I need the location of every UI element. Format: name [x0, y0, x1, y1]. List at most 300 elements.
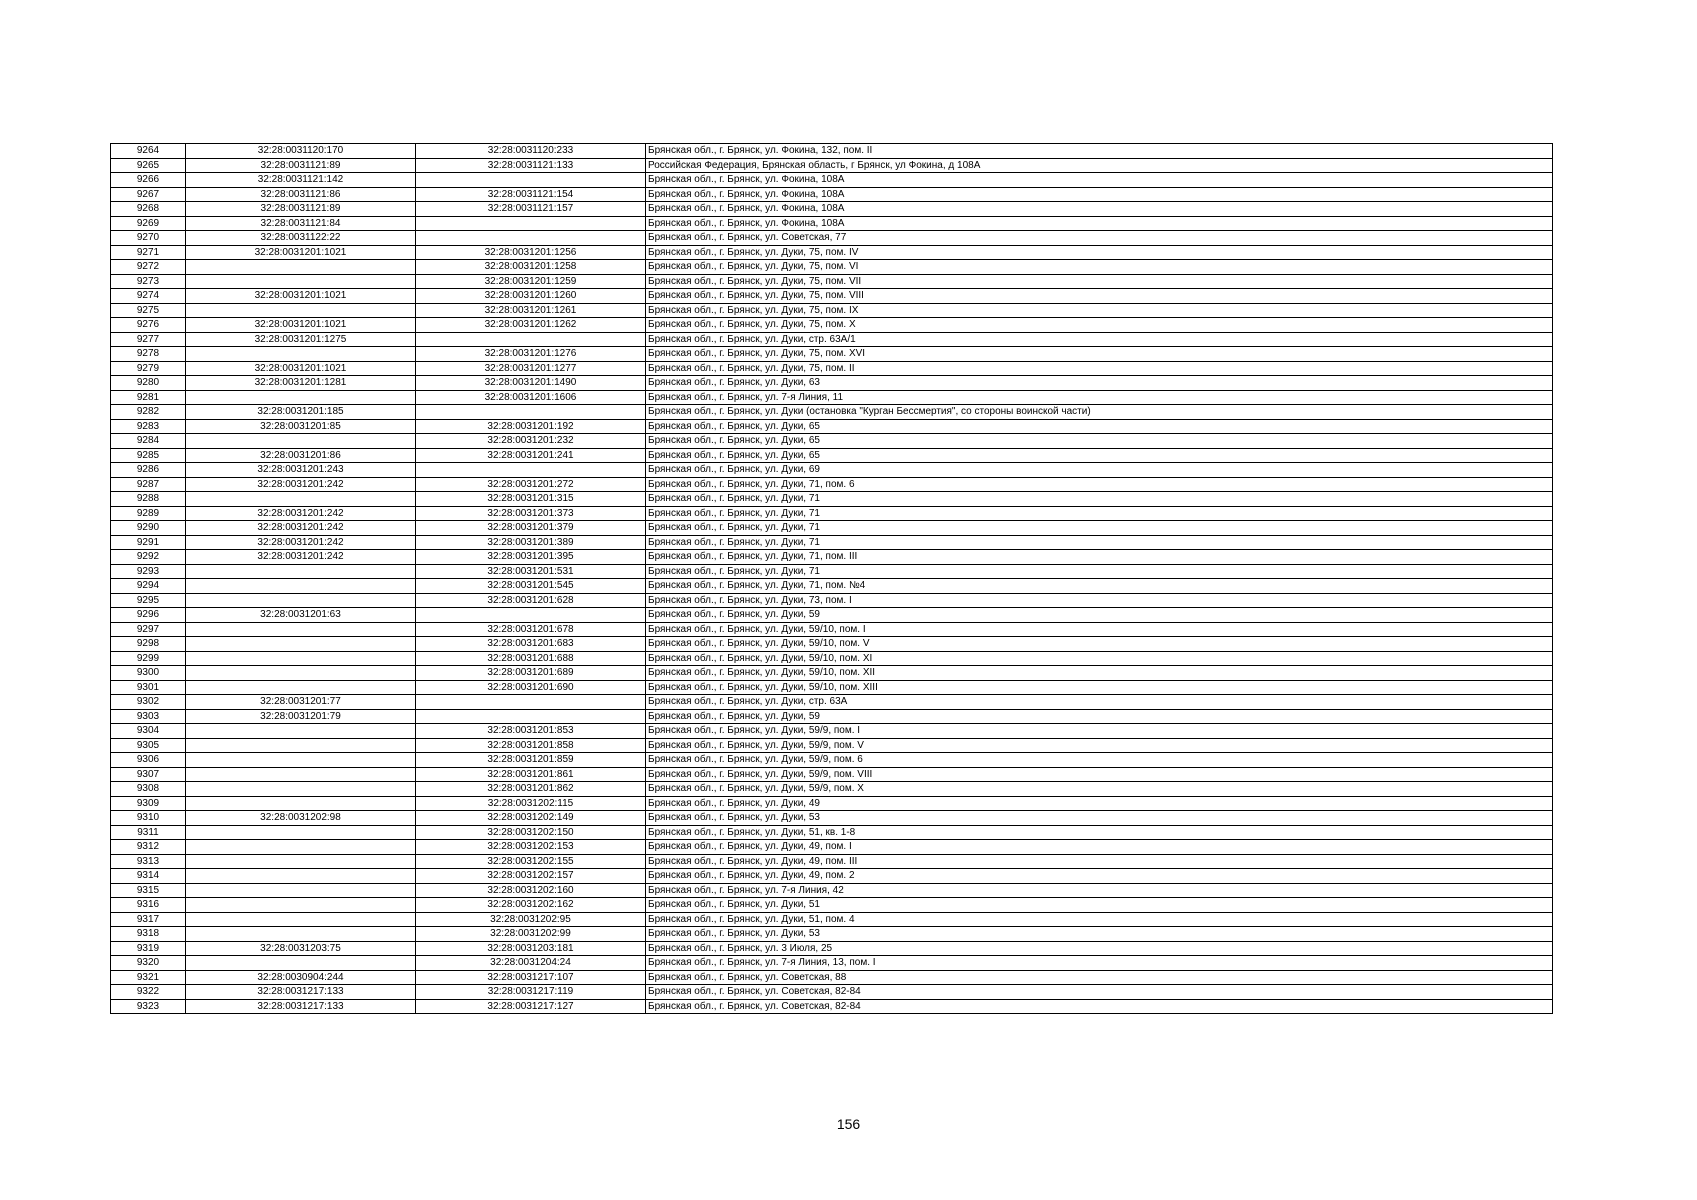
row-number-cell: 9323 [111, 999, 186, 1014]
parent-cadastral-number-cell: 32:28:0031203:75 [186, 941, 416, 956]
address-cell: Брянская обл., г. Брянск, ул. Дуки, 59 [646, 608, 1553, 623]
object-cadastral-number-cell: 32:28:0031201:689 [416, 666, 646, 681]
parent-cadastral-number-cell: 32:28:0031217:133 [186, 999, 416, 1014]
table-row [111, 912, 1553, 927]
row-number-cell: 9286 [111, 463, 186, 478]
address-cell: Брянская обл., г. Брянск, ул. Дуки, 59/10, пом. XIII [646, 680, 1553, 695]
cadastral-table [110, 143, 1553, 1014]
row-number-cell: 9297 [111, 622, 186, 637]
object-cadastral-number-cell: 32:28:0031201:1256 [416, 245, 646, 260]
address-cell: Брянская обл., г. Брянск, ул. Дуки, 75, пом. VIII [646, 289, 1553, 304]
table-row [111, 390, 1553, 405]
parent-cadastral-number-cell [186, 912, 416, 927]
parent-cadastral-number-cell: 32:28:0031201:243 [186, 463, 416, 478]
table-row [111, 767, 1553, 782]
table-row [111, 477, 1553, 492]
row-number-cell: 9271 [111, 245, 186, 260]
table-row [111, 274, 1553, 289]
object-cadastral-number-cell: 32:28:0031217:107 [416, 970, 646, 985]
table-row [111, 463, 1553, 478]
table-row [111, 564, 1553, 579]
parent-cadastral-number-cell: 32:28:0031121:142 [186, 173, 416, 188]
parent-cadastral-number-cell: 32:28:0031201:242 [186, 550, 416, 565]
table-row [111, 332, 1553, 347]
row-number-cell: 9277 [111, 332, 186, 347]
parent-cadastral-number-cell: 32:28:0031202:98 [186, 811, 416, 826]
row-number-cell: 9281 [111, 390, 186, 405]
row-number-cell: 9307 [111, 767, 186, 782]
row-number-cell: 9295 [111, 593, 186, 608]
row-number-cell: 9270 [111, 231, 186, 246]
parent-cadastral-number-cell: 32:28:0031201:185 [186, 405, 416, 420]
table-row [111, 637, 1553, 652]
address-cell: Брянская обл., г. Брянск, ул. Фокина, 108А [646, 202, 1553, 217]
parent-cadastral-number-cell [186, 680, 416, 695]
table-row [111, 941, 1553, 956]
parent-cadastral-number-cell [186, 390, 416, 405]
parent-cadastral-number-cell [186, 347, 416, 362]
address-cell: Брянская обл., г. Брянск, ул. Дуки, 75, пом. VII [646, 274, 1553, 289]
address-cell: Брянская обл., г. Брянск, ул. Дуки, 63 [646, 376, 1553, 391]
object-cadastral-number-cell: 32:28:0031201:678 [416, 622, 646, 637]
row-number-cell: 9273 [111, 274, 186, 289]
row-number-cell: 9310 [111, 811, 186, 826]
address-cell: Брянская обл., г. Брянск, ул. Дуки, 71, пом. 6 [646, 477, 1553, 492]
row-number-cell: 9264 [111, 144, 186, 159]
table-row [111, 985, 1553, 1000]
object-cadastral-number-cell: 32:28:0031120:233 [416, 144, 646, 159]
parent-cadastral-number-cell [186, 796, 416, 811]
table-row [111, 593, 1553, 608]
object-cadastral-number-cell: 32:28:0031201:315 [416, 492, 646, 507]
parent-cadastral-number-cell: 32:28:0031201:86 [186, 448, 416, 463]
address-cell: Брянская обл., г. Брянск, ул. Дуки, 59/9, пом. 6 [646, 753, 1553, 768]
row-number-cell: 9289 [111, 506, 186, 521]
row-number-cell: 9321 [111, 970, 186, 985]
address-cell: Брянская обл., г. Брянск, ул. 7-я Линия, 13, пом. I [646, 956, 1553, 971]
table-row [111, 782, 1553, 797]
address-cell: Брянская обл., г. Брянск, ул. Дуки, 59/10, пом. XI [646, 651, 1553, 666]
table-row [111, 434, 1553, 449]
address-cell: Брянская обл., г. Брянск, ул. Дуки, 71, пом. III [646, 550, 1553, 565]
parent-cadastral-number-cell: 32:28:0031201:63 [186, 608, 416, 623]
row-number-cell: 9293 [111, 564, 186, 579]
table-row [111, 970, 1553, 985]
row-number-cell: 9275 [111, 303, 186, 318]
parent-cadastral-number-cell [186, 622, 416, 637]
cadastral-table-body [111, 144, 1553, 1014]
parent-cadastral-number-cell [186, 738, 416, 753]
address-cell: Брянская обл., г. Брянск, ул. Фокина, 108А [646, 173, 1553, 188]
table-row [111, 173, 1553, 188]
table-row [111, 492, 1553, 507]
row-number-cell: 9308 [111, 782, 186, 797]
object-cadastral-number-cell [416, 405, 646, 420]
object-cadastral-number-cell: 32:28:0031201:389 [416, 535, 646, 550]
object-cadastral-number-cell [416, 231, 646, 246]
address-cell: Брянская обл., г. Брянск, ул. Дуки, 71 [646, 506, 1553, 521]
object-cadastral-number-cell [416, 332, 646, 347]
address-cell: Брянская обл., г. Брянск, ул. Дуки, 73, пом. I [646, 593, 1553, 608]
parent-cadastral-number-cell: 32:28:0031121:86 [186, 187, 416, 202]
row-number-cell: 9294 [111, 579, 186, 594]
object-cadastral-number-cell: 32:28:0031201:379 [416, 521, 646, 536]
parent-cadastral-number-cell [186, 767, 416, 782]
parent-cadastral-number-cell: 32:28:0031121:89 [186, 202, 416, 217]
row-number-cell: 9287 [111, 477, 186, 492]
address-cell: Брянская обл., г. Брянск, ул. Дуки, 49 [646, 796, 1553, 811]
row-number-cell: 9272 [111, 260, 186, 275]
object-cadastral-number-cell: 32:28:0031201:628 [416, 593, 646, 608]
address-cell: Брянская обл., г. Брянск, ул. Дуки, 53 [646, 927, 1553, 942]
parent-cadastral-number-cell [186, 782, 416, 797]
parent-cadastral-number-cell [186, 274, 416, 289]
object-cadastral-number-cell: 32:28:0031202:160 [416, 883, 646, 898]
address-cell: Брянская обл., г. Брянск, ул. Дуки, 59/9, пом. V [646, 738, 1553, 753]
row-number-cell: 9288 [111, 492, 186, 507]
table-row [111, 245, 1553, 260]
row-number-cell: 9283 [111, 419, 186, 434]
row-number-cell: 9279 [111, 361, 186, 376]
object-cadastral-number-cell: 32:28:0031201:1276 [416, 347, 646, 362]
object-cadastral-number-cell: 32:28:0031201:683 [416, 637, 646, 652]
parent-cadastral-number-cell: 32:28:0031201:1021 [186, 289, 416, 304]
table-row [111, 927, 1553, 942]
object-cadastral-number-cell: 32:28:0031201:858 [416, 738, 646, 753]
address-cell: Брянская обл., г. Брянск, ул. Дуки, 71, пом. №4 [646, 579, 1553, 594]
table-row [111, 579, 1553, 594]
address-cell: Брянская обл., г. Брянск, ул. 3 Июля, 25 [646, 941, 1553, 956]
object-cadastral-number-cell: 32:28:0031201:1277 [416, 361, 646, 376]
table-row [111, 796, 1553, 811]
table-row [111, 506, 1553, 521]
table-row [111, 187, 1553, 202]
parent-cadastral-number-cell [186, 869, 416, 884]
object-cadastral-number-cell: 32:28:0031203:181 [416, 941, 646, 956]
address-cell: Брянская обл., г. Брянск, ул. Советская, 88 [646, 970, 1553, 985]
table-row [111, 260, 1553, 275]
row-number-cell: 9304 [111, 724, 186, 739]
address-cell: Брянская обл., г. Брянск, ул. Фокина, 132, пом. II [646, 144, 1553, 159]
address-cell: Брянская обл., г. Брянск, ул. Дуки, 51, пом. 4 [646, 912, 1553, 927]
object-cadastral-number-cell: 32:28:0031202:149 [416, 811, 646, 826]
row-number-cell: 9299 [111, 651, 186, 666]
address-cell: Брянская обл., г. Брянск, ул. Фокина, 108А [646, 216, 1553, 231]
object-cadastral-number-cell: 32:28:0031201:531 [416, 564, 646, 579]
address-cell: Брянская обл., г. Брянск, ул. 7-я Линия, 11 [646, 390, 1553, 405]
row-number-cell: 9265 [111, 158, 186, 173]
parent-cadastral-number-cell [186, 260, 416, 275]
address-cell: Брянская обл., г. Брянск, ул. Дуки, 51, кв. 1-8 [646, 825, 1553, 840]
object-cadastral-number-cell: 32:28:0031201:859 [416, 753, 646, 768]
address-cell: Брянская обл., г. Брянск, ул. Советская, 82-84 [646, 985, 1553, 1000]
object-cadastral-number-cell: 32:28:0031201:1490 [416, 376, 646, 391]
row-number-cell: 9306 [111, 753, 186, 768]
table-row [111, 811, 1553, 826]
table-row [111, 854, 1553, 869]
row-number-cell: 9314 [111, 869, 186, 884]
address-cell: Брянская обл., г. Брянск, ул. Фокина, 108А [646, 187, 1553, 202]
table-row [111, 521, 1553, 536]
table-row [111, 144, 1553, 159]
address-cell: Брянская обл., г. Брянск, ул. Советская, 82-84 [646, 999, 1553, 1014]
object-cadastral-number-cell: 32:28:0031217:119 [416, 985, 646, 1000]
object-cadastral-number-cell: 32:28:0031201:1260 [416, 289, 646, 304]
parent-cadastral-number-cell: 32:28:0031201:1021 [186, 318, 416, 333]
row-number-cell: 9292 [111, 550, 186, 565]
table-row [111, 738, 1553, 753]
address-cell: Брянская обл., г. Брянск, ул. Дуки, 75, пом. II [646, 361, 1553, 376]
table-row [111, 347, 1553, 362]
parent-cadastral-number-cell: 32:28:0031201:1021 [186, 361, 416, 376]
address-cell: Брянская обл., г. Брянск, ул. Дуки, 49, пом. 2 [646, 869, 1553, 884]
table-row [111, 303, 1553, 318]
address-cell: Брянская обл., г. Брянск, ул. Дуки, 53 [646, 811, 1553, 826]
object-cadastral-number-cell: 32:28:0031202:157 [416, 869, 646, 884]
parent-cadastral-number-cell: 32:28:0031201:79 [186, 709, 416, 724]
parent-cadastral-number-cell [186, 492, 416, 507]
parent-cadastral-number-cell [186, 666, 416, 681]
parent-cadastral-number-cell: 32:28:0031201:77 [186, 695, 416, 710]
row-number-cell: 9291 [111, 535, 186, 550]
object-cadastral-number-cell: 32:28:0031121:157 [416, 202, 646, 217]
row-number-cell: 9301 [111, 680, 186, 695]
row-number-cell: 9298 [111, 637, 186, 652]
parent-cadastral-number-cell: 32:28:0031120:170 [186, 144, 416, 159]
parent-cadastral-number-cell: 32:28:0031201:242 [186, 477, 416, 492]
parent-cadastral-number-cell [186, 883, 416, 898]
parent-cadastral-number-cell [186, 854, 416, 869]
row-number-cell: 9322 [111, 985, 186, 1000]
address-cell: Брянская обл., г. Брянск, ул. Дуки, 65 [646, 419, 1553, 434]
address-cell: Брянская обл., г. Брянск, ул. Дуки, стр. 63А [646, 695, 1553, 710]
object-cadastral-number-cell: 32:28:0031201:232 [416, 434, 646, 449]
table-row [111, 289, 1553, 304]
object-cadastral-number-cell: 32:28:0031202:150 [416, 825, 646, 840]
object-cadastral-number-cell: 32:28:0031201:1261 [416, 303, 646, 318]
address-cell: Брянская обл., г. Брянск, ул. Дуки, 65 [646, 448, 1553, 463]
parent-cadastral-number-cell [186, 637, 416, 652]
row-number-cell: 9300 [111, 666, 186, 681]
row-number-cell: 9267 [111, 187, 186, 202]
parent-cadastral-number-cell: 32:28:0031201:242 [186, 521, 416, 536]
address-cell: Брянская обл., г. Брянск, ул. Дуки, 49, пом. I [646, 840, 1553, 855]
row-number-cell: 9309 [111, 796, 186, 811]
object-cadastral-number-cell [416, 463, 646, 478]
table-row [111, 158, 1553, 173]
parent-cadastral-number-cell [186, 840, 416, 855]
parent-cadastral-number-cell: 32:28:0031217:133 [186, 985, 416, 1000]
table-row [111, 840, 1553, 855]
table-row [111, 216, 1553, 231]
address-cell: Брянская обл., г. Брянск, ул. Дуки, 75, пом. IV [646, 245, 1553, 260]
object-cadastral-number-cell: 32:28:0031202:115 [416, 796, 646, 811]
table-row [111, 608, 1553, 623]
table-row [111, 622, 1553, 637]
row-number-cell: 9268 [111, 202, 186, 217]
object-cadastral-number-cell: 32:28:0031201:192 [416, 419, 646, 434]
address-cell: Брянская обл., г. Брянск, ул. Советская, 77 [646, 231, 1553, 246]
address-cell: Брянская обл., г. Брянск, ул. Дуки, 59/10, пом. I [646, 622, 1553, 637]
table-row [111, 231, 1553, 246]
row-number-cell: 9319 [111, 941, 186, 956]
object-cadastral-number-cell: 32:28:0031202:95 [416, 912, 646, 927]
object-cadastral-number-cell: 32:28:0031202:99 [416, 927, 646, 942]
table-row [111, 318, 1553, 333]
parent-cadastral-number-cell: 32:28:0031201:242 [186, 535, 416, 550]
address-cell: Брянская обл., г. Брянск, ул. Дуки, 51 [646, 898, 1553, 913]
table-row [111, 753, 1553, 768]
table-row [111, 825, 1553, 840]
row-number-cell: 9312 [111, 840, 186, 855]
object-cadastral-number-cell [416, 608, 646, 623]
row-number-cell: 9266 [111, 173, 186, 188]
row-number-cell: 9302 [111, 695, 186, 710]
object-cadastral-number-cell: 32:28:0031202:153 [416, 840, 646, 855]
object-cadastral-number-cell: 32:28:0031201:395 [416, 550, 646, 565]
page-number: 156 [836, 1116, 861, 1132]
address-cell: Брянская обл., г. Брянск, ул. Дуки, 71 [646, 492, 1553, 507]
object-cadastral-number-cell: 32:28:0031201:688 [416, 651, 646, 666]
object-cadastral-number-cell: 32:28:0031201:1606 [416, 390, 646, 405]
table-row [111, 898, 1553, 913]
parent-cadastral-number-cell [186, 753, 416, 768]
address-cell: Брянская обл., г. Брянск, ул. Дуки, 65 [646, 434, 1553, 449]
object-cadastral-number-cell: 32:28:0031201:1258 [416, 260, 646, 275]
table-row [111, 883, 1553, 898]
table-row [111, 202, 1553, 217]
row-number-cell: 9320 [111, 956, 186, 971]
object-cadastral-number-cell: 32:28:0031201:1262 [416, 318, 646, 333]
row-number-cell: 9276 [111, 318, 186, 333]
table-row [111, 680, 1553, 695]
table-row [111, 666, 1553, 681]
row-number-cell: 9311 [111, 825, 186, 840]
address-cell: Брянская обл., г. Брянск, ул. Дуки, 75, пом. IX [646, 303, 1553, 318]
object-cadastral-number-cell [416, 695, 646, 710]
table-row [111, 651, 1553, 666]
address-cell: Брянская обл., г. Брянск, ул. 7-я Линия, 42 [646, 883, 1553, 898]
table-row [111, 550, 1553, 565]
row-number-cell: 9313 [111, 854, 186, 869]
row-number-cell: 9285 [111, 448, 186, 463]
address-cell: Брянская обл., г. Брянск, ул. Дуки, 59/10, пом. XII [646, 666, 1553, 681]
address-cell: Брянская обл., г. Брянск, ул. Дуки, стр. 63А/1 [646, 332, 1553, 347]
parent-cadastral-number-cell [186, 927, 416, 942]
row-number-cell: 9282 [111, 405, 186, 420]
parent-cadastral-number-cell: 32:28:0031121:84 [186, 216, 416, 231]
table-row [111, 361, 1553, 376]
parent-cadastral-number-cell [186, 825, 416, 840]
address-cell: Брянская обл., г. Брянск, ул. Дуки, 59 [646, 709, 1553, 724]
row-number-cell: 9316 [111, 898, 186, 913]
object-cadastral-number-cell: 32:28:0031201:545 [416, 579, 646, 594]
row-number-cell: 9274 [111, 289, 186, 304]
address-cell: Брянская обл., г. Брянск, ул. Дуки, 75, пом. VI [646, 260, 1553, 275]
table-row [111, 956, 1553, 971]
parent-cadastral-number-cell [186, 593, 416, 608]
row-number-cell: 9318 [111, 927, 186, 942]
parent-cadastral-number-cell [186, 579, 416, 594]
address-cell: Российская Федерация, Брянская область, г Брянск, ул Фокина, д 108А [646, 158, 1553, 173]
object-cadastral-number-cell: 32:28:0031201:862 [416, 782, 646, 797]
parent-cadastral-number-cell [186, 724, 416, 739]
table-row [111, 869, 1553, 884]
object-cadastral-number-cell: 32:28:0031201:241 [416, 448, 646, 463]
address-cell: Брянская обл., г. Брянск, ул. Дуки, 59/9, пом. I [646, 724, 1553, 739]
address-cell: Брянская обл., г. Брянск, ул. Дуки, 59/9, пом. VIII [646, 767, 1553, 782]
address-cell: Брянская обл., г. Брянск, ул. Дуки, 49, пом. III [646, 854, 1553, 869]
object-cadastral-number-cell: 32:28:0031201:373 [416, 506, 646, 521]
object-cadastral-number-cell: 32:28:0031121:133 [416, 158, 646, 173]
address-cell: Брянская обл., г. Брянск, ул. Дуки, 59/9, пом. X [646, 782, 1553, 797]
table-row [111, 405, 1553, 420]
table-row [111, 419, 1553, 434]
parent-cadastral-number-cell [186, 898, 416, 913]
object-cadastral-number-cell: 32:28:0031201:861 [416, 767, 646, 782]
parent-cadastral-number-cell: 32:28:0031201:1275 [186, 332, 416, 347]
address-cell: Брянская обл., г. Брянск, ул. Дуки, 75, пом. X [646, 318, 1553, 333]
address-cell: Брянская обл., г. Брянск, ул. Дуки (остановка "Курган Бессмертия", со стороны воинской части) [646, 405, 1553, 420]
address-cell: Брянская обл., г. Брянск, ул. Дуки, 69 [646, 463, 1553, 478]
table-row [111, 448, 1553, 463]
object-cadastral-number-cell: 32:28:0031201:1259 [416, 274, 646, 289]
address-cell: Брянская обл., г. Брянск, ул. Дуки, 75, пом. XVI [646, 347, 1553, 362]
parent-cadastral-number-cell [186, 564, 416, 579]
row-number-cell: 9290 [111, 521, 186, 536]
object-cadastral-number-cell: 32:28:0031202:162 [416, 898, 646, 913]
parent-cadastral-number-cell: 32:28:0031201:1281 [186, 376, 416, 391]
parent-cadastral-number-cell: 32:28:0031201:1021 [186, 245, 416, 260]
table-row [111, 535, 1553, 550]
address-cell: Брянская обл., г. Брянск, ул. Дуки, 71 [646, 535, 1553, 550]
table-row [111, 724, 1553, 739]
row-number-cell: 9284 [111, 434, 186, 449]
parent-cadastral-number-cell [186, 956, 416, 971]
object-cadastral-number-cell: 32:28:0031201:853 [416, 724, 646, 739]
parent-cadastral-number-cell: 32:28:0030904:244 [186, 970, 416, 985]
parent-cadastral-number-cell [186, 434, 416, 449]
object-cadastral-number-cell: 32:28:0031202:155 [416, 854, 646, 869]
object-cadastral-number-cell: 32:28:0031201:690 [416, 680, 646, 695]
parent-cadastral-number-cell: 32:28:0031201:242 [186, 506, 416, 521]
address-cell: Брянская обл., г. Брянск, ул. Дуки, 71 [646, 564, 1553, 579]
object-cadastral-number-cell: 32:28:0031204:24 [416, 956, 646, 971]
object-cadastral-number-cell: 32:28:0031201:272 [416, 477, 646, 492]
row-number-cell: 9269 [111, 216, 186, 231]
row-number-cell: 9305 [111, 738, 186, 753]
table-row [111, 999, 1553, 1014]
row-number-cell: 9280 [111, 376, 186, 391]
parent-cadastral-number-cell: 32:28:0031121:89 [186, 158, 416, 173]
row-number-cell: 9315 [111, 883, 186, 898]
row-number-cell: 9296 [111, 608, 186, 623]
address-cell: Брянская обл., г. Брянск, ул. Дуки, 59/10, пом. V [646, 637, 1553, 652]
object-cadastral-number-cell: 32:28:0031121:154 [416, 187, 646, 202]
row-number-cell: 9303 [111, 709, 186, 724]
object-cadastral-number-cell [416, 216, 646, 231]
parent-cadastral-number-cell [186, 651, 416, 666]
object-cadastral-number-cell: 32:28:0031217:127 [416, 999, 646, 1014]
table-row [111, 695, 1553, 710]
parent-cadastral-number-cell [186, 303, 416, 318]
row-number-cell: 9278 [111, 347, 186, 362]
parent-cadastral-number-cell: 32:28:0031201:85 [186, 419, 416, 434]
row-number-cell: 9317 [111, 912, 186, 927]
object-cadastral-number-cell [416, 173, 646, 188]
address-cell: Брянская обл., г. Брянск, ул. Дуки, 71 [646, 521, 1553, 536]
table-row [111, 709, 1553, 724]
